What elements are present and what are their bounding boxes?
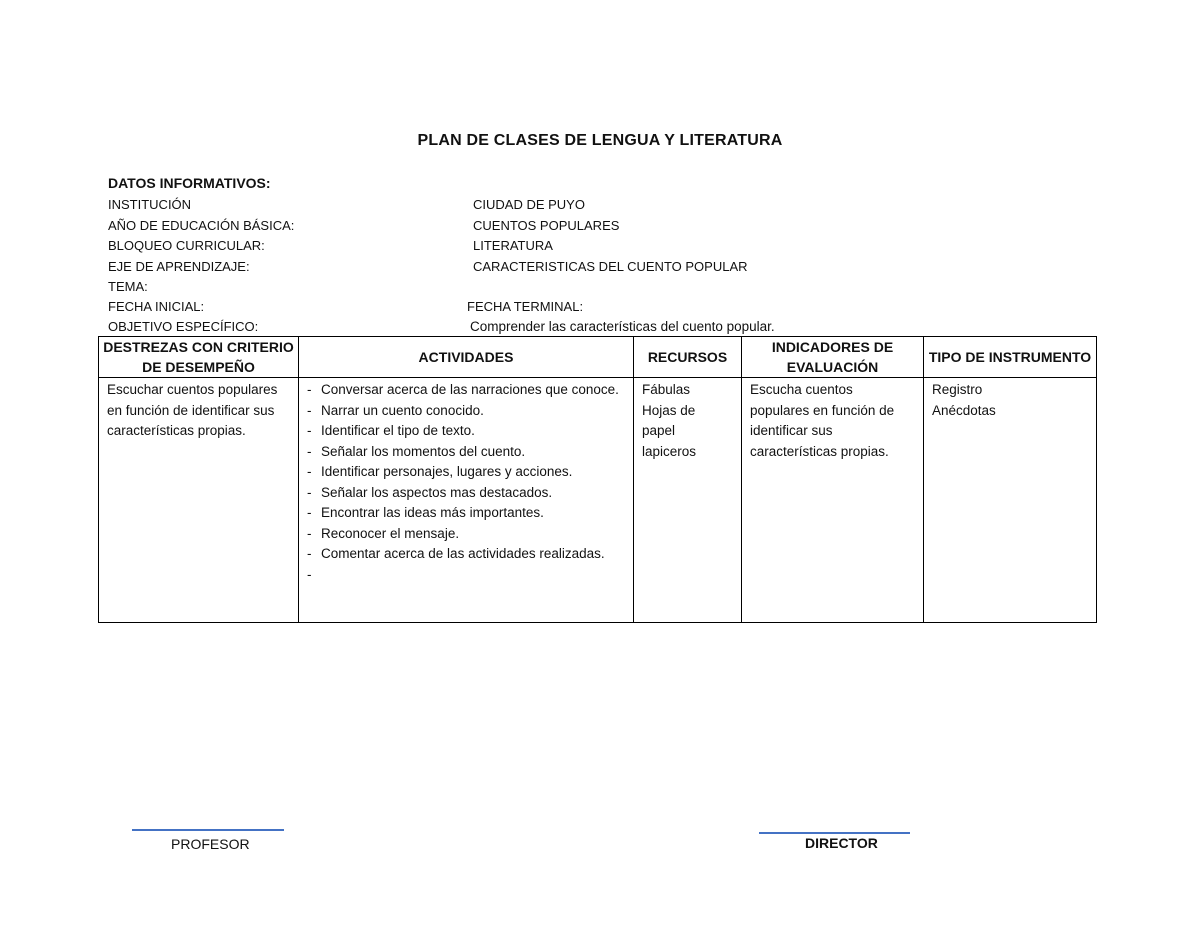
cell-recursos	[634, 378, 742, 623]
list-item: Anécdotas	[932, 402, 996, 418]
plan-table	[98, 336, 1097, 623]
list-item: - Identificar personajes, lugares y acciones.	[307, 462, 625, 483]
info-value: CUENTOS POPULARES	[473, 218, 620, 233]
cell-indicadores: Escucha cuentos populares en función de identificar sus características propias.	[742, 378, 924, 623]
datos-heading: DATOS INFORMATIVOS:	[108, 175, 271, 191]
info-row-fechas	[108, 299, 1008, 319]
table-row	[99, 378, 1097, 623]
profesor-label: PROFESOR	[171, 836, 250, 852]
info-label: INSTITUCIÓN	[108, 197, 192, 212]
table-header-row	[99, 337, 1097, 378]
list-item: - Encontrar las ideas más importantes.	[307, 503, 625, 524]
list-item: - Reconocer el mensaje.	[307, 524, 625, 545]
list-item: - Señalar los aspectos mas destacados.	[307, 483, 625, 504]
info-label: OBJETIVO ESPECÍFICO:	[108, 319, 259, 334]
list-item: - Narrar un cuento conocido.	[307, 401, 625, 422]
director-signature-line	[759, 832, 910, 834]
info-label: TEMA:	[108, 279, 148, 294]
profesor-signature-line	[132, 829, 284, 831]
header-recursos: RECURSOS	[634, 337, 742, 378]
info-label: BLOQUEO CURRICULAR:	[108, 238, 265, 253]
info-value: CARACTERISTICAS DEL CUENTO POPULAR	[473, 259, 748, 274]
director-label: DIRECTOR	[805, 835, 878, 851]
actividades-list	[307, 380, 625, 585]
info-row-institucion	[108, 197, 1008, 217]
list-item: Hojas de	[642, 402, 696, 418]
list-item: Fábulas	[642, 382, 691, 397]
info-value: LITERATURA	[473, 238, 553, 253]
list-item: Registro	[932, 382, 983, 397]
header-instrumento: TIPO DE INSTRUMENTO	[924, 337, 1097, 378]
header-actividades: ACTIVIDADES	[299, 337, 634, 378]
cell-instrumento	[924, 378, 1097, 623]
cell-destrezas: Escuchar cuentos populares en función de identificar sus características propias.	[99, 378, 299, 623]
list-item: - Identificar el tipo de texto.	[307, 421, 625, 442]
info-row-eje	[108, 259, 1008, 279]
list-item: - Señalar los momentos del cuento.	[307, 442, 625, 463]
instrumento-list	[932, 380, 1088, 421]
list-item: lapiceros	[642, 443, 697, 459]
info-label: EJE DE APRENDIZAJE:	[108, 259, 250, 274]
list-item: - Conversar acerca de las narraciones que conoce.	[307, 380, 625, 401]
info-label: AÑO DE EDUCACIÓN BÁSICA:	[108, 218, 295, 233]
list-item	[307, 565, 625, 586]
info-row-bloque	[108, 238, 1008, 258]
info-row-tema	[108, 279, 1008, 299]
header-destrezas: DESTREZAS CON CRITERIO DE DESEMPEÑO	[99, 337, 299, 378]
info-label: FECHA INICIAL:	[108, 299, 205, 314]
page-title: PLAN DE CLASES DE LENGUA Y LITERATURA	[417, 132, 783, 149]
header-indicadores: INDICADORES DE EVALUACIÓN	[742, 337, 924, 378]
info-row-anio	[108, 218, 1008, 238]
info-value: CIUDAD DE PUYO	[473, 197, 585, 212]
info-value: Comprender las características del cuento popular.	[470, 319, 775, 334]
info-value: FECHA TERMINAL:	[467, 299, 584, 314]
list-item: papel	[642, 423, 676, 438]
cell-actividades	[299, 378, 634, 623]
recursos-list	[642, 380, 733, 462]
list-item: - Comentar acerca de las actividades realizadas.	[307, 544, 625, 565]
